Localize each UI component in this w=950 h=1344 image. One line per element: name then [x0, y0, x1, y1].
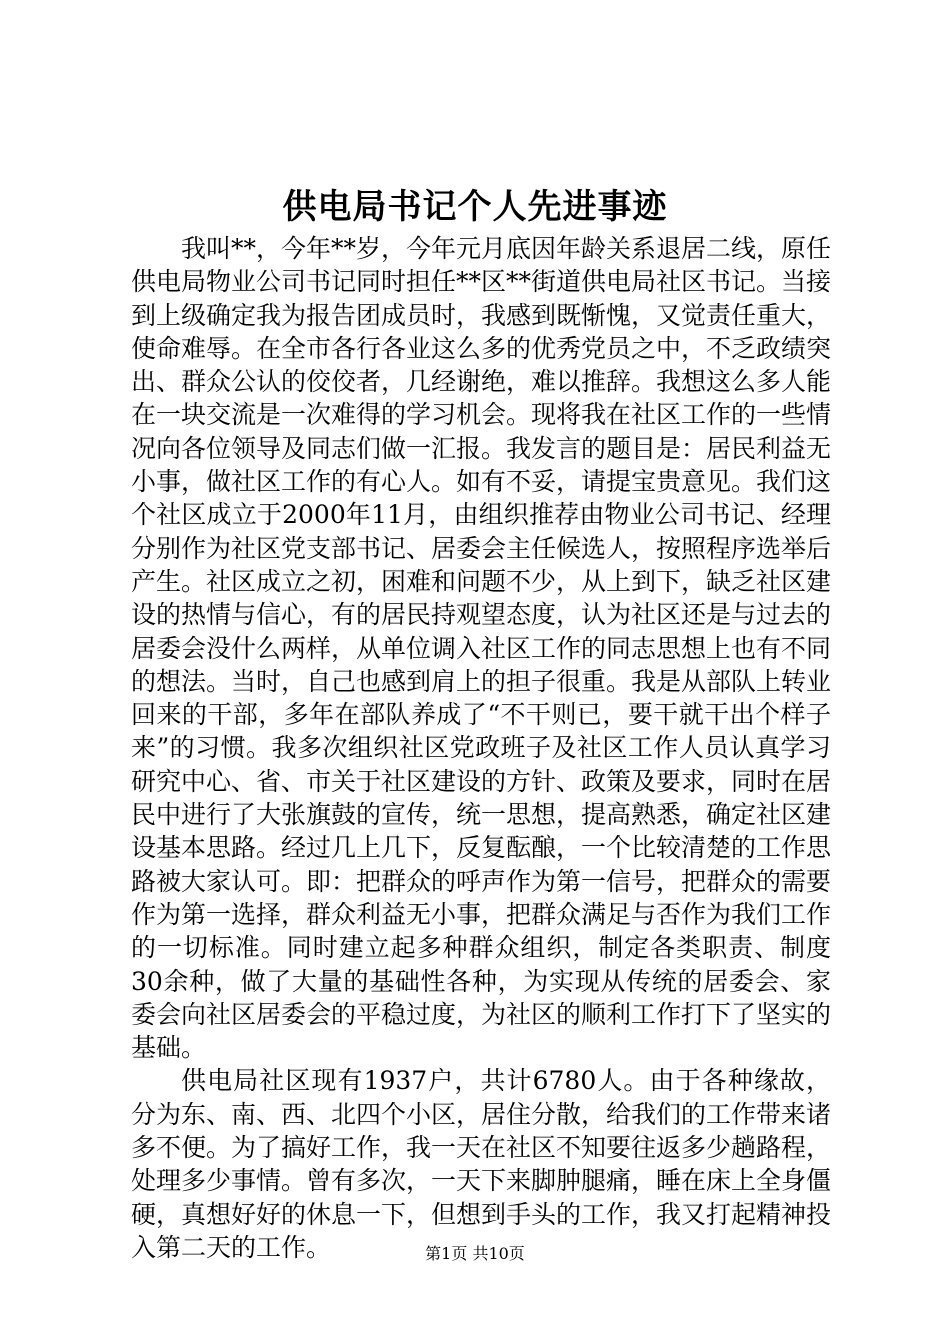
document-title: 供电局书记个人先进事迹 [282, 187, 668, 227]
paragraph: 我叫**，今年**岁，今年元月底因年龄关系退居二线，原任供电局物业公司书记同时担任**区**街道供电局社区书记。当接到上级确定我为报告团成员时，我感到既惭愧，又觉责任重大，使命难辱。在全市各行各业这么多的优秀党员之中，不乏政绩突出、群众公认的佼佼者，几经谢绝，难以推辞。我想这么多人能在一块交流是一次难得的学习机会。现将我在社区工作的一些情况向各位领导及同志们做一汇报。我发言的题目是：居民利益无小事，做社区工作的有心人。如有不妥，请提宝贵意见。我们这个社区成立于2000年11月，由组织推荐由物业公司书记、经理分别作为社区党支部书记、居委会主任候选人，按照程序选举后产生。社区成立之初，困难和问题不少，从上到下，缺乏社区建设的热情与信心，有的居民持观望态度，认为社区还是与过去的居委会没什么两样，从单位调入社区工作的同志思想上也有不同的想法。当时，自己也感到肩上的担子很重。我是从部队上转业回来的干部，多年在部队养成了“不干则已，要干就干出个样子来”的习惯。我多次组织社区党政班子及社区工作人员认真学习研究中心、省、市关于社区建设的方针、政策及要求，同时在居民中进行了大张旗鼓的宣传，统一思想，提高熟悉，确定社区建设基本思路。经过几上几下，反复酝酿，一个比较清楚的工作思路被大家认可。即：把群众的呼声作为第一信号，把群众的需要作为第一选择，群众利益无小事，把群众满足与否作为我们工作的一切标准。同时建立起多种群众组织，制定各类职责、制度30余种，做了大量的基础性各种，为实现从传统的居委会、家委会向社区居委会的平稳过度，为社区的顺利工作打下了坚实的基础。 [131, 234, 832, 1063]
page-number-footer: 第1页 共10页 [425, 1244, 525, 1263]
document-body [131, 232, 831, 1264]
paragraph: 供电局社区现有1937户，共计6780人。由于各种缘故，分为东、南、西、北四个小区，居住分散，给我们的工作带来诸多不便。为了搞好工作，我一天在社区不知要往返多少趟路程，处理多少事情。曾有多次，一天下来脚肿腿痛，睡在床上全身僵硬，真想好好的休息一下，但想到手头的工作，我又打起精神投入第二天的工作。 [131, 1066, 832, 1262]
